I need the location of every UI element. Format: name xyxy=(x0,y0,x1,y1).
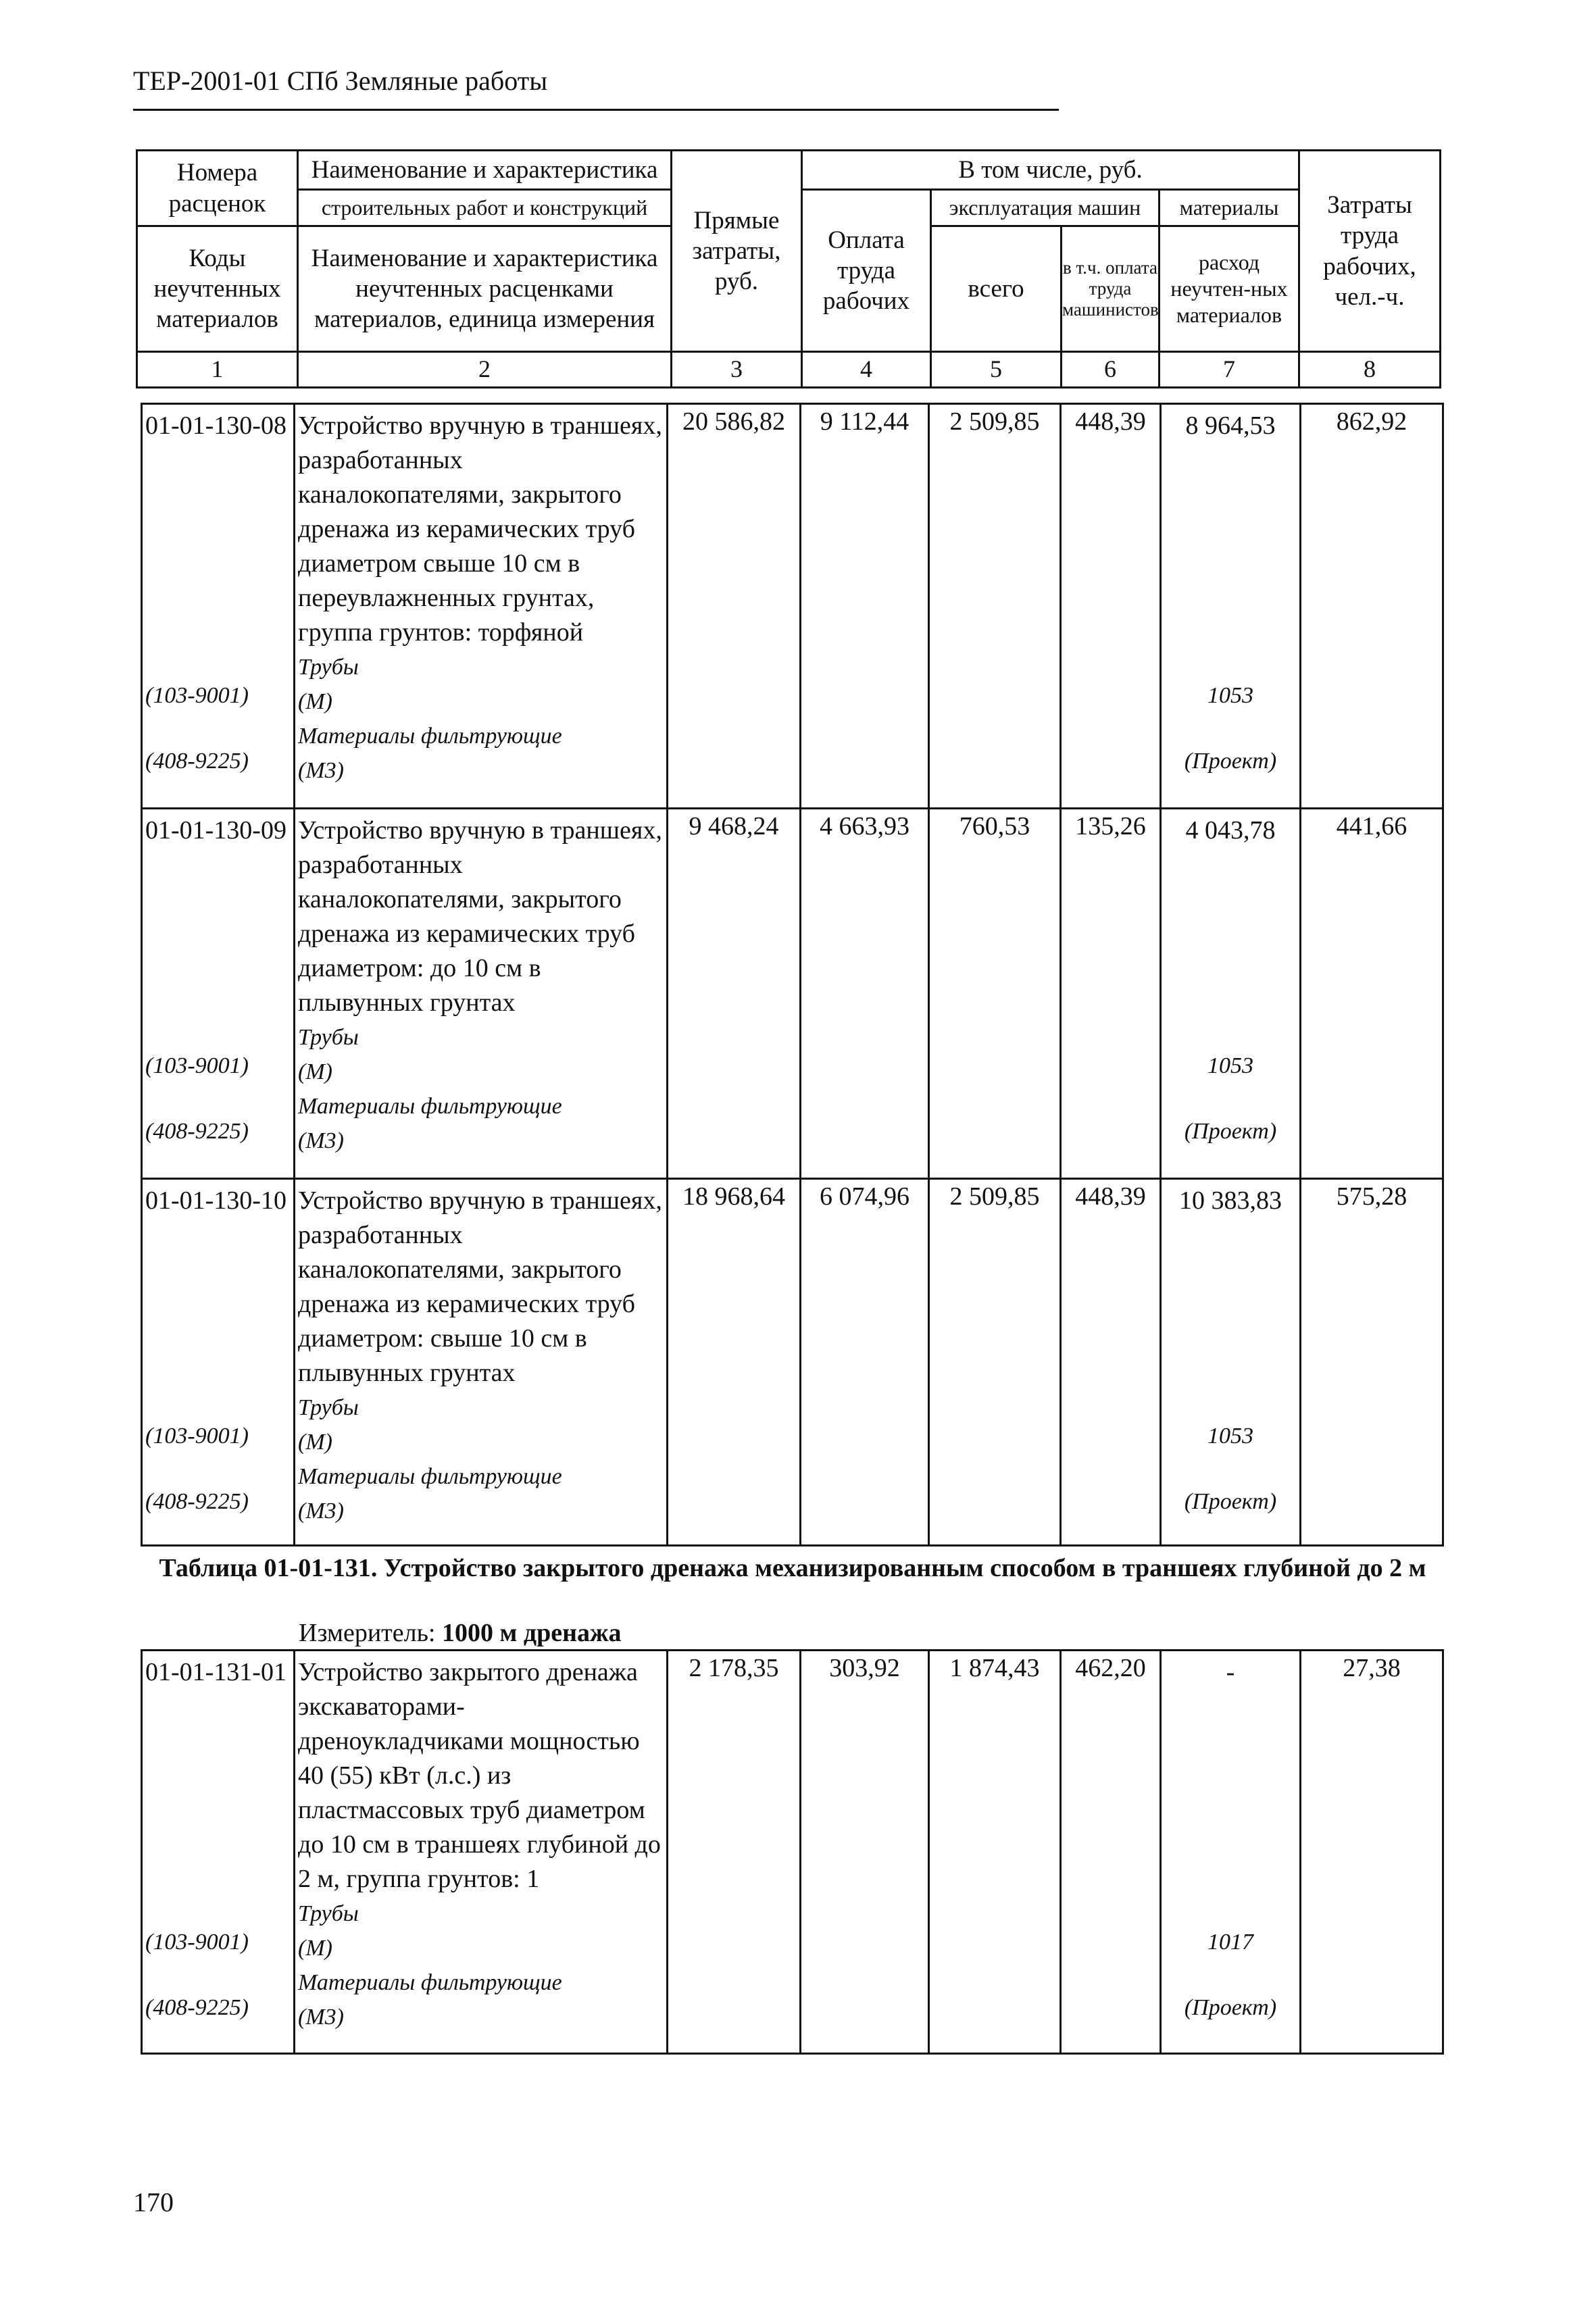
rate-code-cell xyxy=(142,1179,295,1546)
header-number-1: 1 xyxy=(137,352,298,388)
header-number-5: 5 xyxy=(931,352,1062,388)
material-unit: (М) xyxy=(298,1430,332,1455)
table-row xyxy=(142,404,1443,809)
table-row xyxy=(142,1179,1443,1546)
table-row xyxy=(142,1651,1443,2054)
direct-cost: 9 468,24 xyxy=(668,809,801,1179)
header-labor-pay: Оплата труда рабочих xyxy=(802,190,931,352)
material-consumption: (Проект) xyxy=(1184,749,1277,774)
machinists-pay: 448,39 xyxy=(1061,404,1161,809)
material-unit: (М) xyxy=(298,689,332,714)
labor-pay: 303,92 xyxy=(801,1651,929,2054)
machines-total: 2 509,85 xyxy=(929,404,1061,809)
rate-description-cell xyxy=(295,404,668,809)
measure-line xyxy=(299,1618,622,1648)
labor-hours: 27,38 xyxy=(1301,1651,1443,2054)
material-consumption: 1053 xyxy=(1207,683,1253,708)
rates-table-130 xyxy=(141,403,1444,1546)
rate-code: 01-01-130-10 xyxy=(145,1186,286,1215)
rate-code-cell xyxy=(142,1651,295,2054)
material-unit: (М3) xyxy=(298,1128,344,1153)
machinists-pay: 135,26 xyxy=(1061,809,1161,1179)
labor-pay: 9 112,44 xyxy=(801,404,929,809)
rate-description: Устройство вручную в траншеях, разработанных каналокопателями, закрытого дренажа из керамических труб диаметром свыше 10 см в переувлажненных грунтах, группа грунтов: торфяной xyxy=(298,411,662,647)
material-name: Трубы xyxy=(298,1025,359,1050)
material-name: Трубы xyxy=(298,1901,359,1926)
material-code: (103-9001) xyxy=(145,1053,249,1078)
header-number-3: 3 xyxy=(672,352,802,388)
direct-cost: 2 178,35 xyxy=(668,1651,801,2054)
rate-description-cell xyxy=(295,809,668,1179)
header-col2-bottom: Наименование и характеристика неучтенных расценками материалов, единица измерения xyxy=(298,226,672,352)
material-code: (103-9001) xyxy=(145,683,249,708)
header-labor-hours: Затраты труда рабочих, чел.-ч. xyxy=(1299,151,1441,352)
header-number-7: 7 xyxy=(1159,352,1299,388)
labor-hours: 441,66 xyxy=(1301,809,1443,1179)
materials-cell xyxy=(1161,404,1301,809)
header-materials-consumption: расход неучтен-ных материалов xyxy=(1159,226,1299,352)
measure-value: 1000 м дренажа xyxy=(442,1619,622,1647)
material-consumption: (Проект) xyxy=(1184,1119,1277,1144)
labor-pay: 6 074,96 xyxy=(801,1179,929,1546)
header-number-8: 8 xyxy=(1299,352,1441,388)
column-header-table xyxy=(136,149,1441,388)
material-code: (103-9001) xyxy=(145,1930,249,1955)
header-in-total: В том числе, руб. xyxy=(802,151,1299,190)
header-machinists-pay: в т.ч. оплата труда машинистов xyxy=(1062,226,1159,352)
materials-cost: 8 964,53 xyxy=(1185,411,1276,440)
header-number-2: 2 xyxy=(298,352,672,388)
materials-cell xyxy=(1161,809,1301,1179)
machines-total: 760,53 xyxy=(929,809,1061,1179)
machines-total: 1 874,43 xyxy=(929,1651,1061,2054)
rate-description: Устройство вручную в траншеях, разработанных каналокопателями, закрытого дренажа из керамических труб диаметром: до 10 см в плывунных грунтах xyxy=(298,816,662,1017)
header-col2-top: Наименование и характеристика xyxy=(298,151,672,190)
material-name: Материалы фильтрующие xyxy=(298,1464,562,1489)
material-name: Трубы xyxy=(298,655,359,680)
rate-code-cell xyxy=(142,404,295,809)
machinists-pay: 448,39 xyxy=(1061,1179,1161,1546)
materials-cost: 4 043,78 xyxy=(1185,816,1276,845)
material-consumption: 1053 xyxy=(1207,1053,1253,1078)
header-col1-bottom: Коды неучтенных материалов xyxy=(137,226,298,352)
material-name: Трубы xyxy=(298,1395,359,1420)
material-code: (408-9225) xyxy=(145,749,249,774)
rate-code: 01-01-130-08 xyxy=(145,411,286,440)
material-name: Материалы фильтрующие xyxy=(298,1970,562,1995)
header-col1-top: Номера расценок xyxy=(137,151,298,226)
table-row xyxy=(142,809,1443,1179)
materials-cell xyxy=(1161,1651,1301,2054)
direct-cost: 18 968,64 xyxy=(668,1179,801,1546)
rates-table-131 xyxy=(141,1649,1444,2055)
page-number: 170 xyxy=(133,2187,174,2217)
rate-code: 01-01-131-01 xyxy=(145,1658,286,1686)
materials-cell xyxy=(1161,1179,1301,1546)
labor-hours: 862,92 xyxy=(1301,404,1443,809)
material-unit: (М3) xyxy=(298,1499,344,1524)
machinists-pay: 462,20 xyxy=(1061,1651,1161,2054)
material-consumption: (Проект) xyxy=(1184,1489,1277,1514)
labor-hours: 575,28 xyxy=(1301,1179,1443,1546)
rate-code: 01-01-130-09 xyxy=(145,816,286,845)
material-unit: (М) xyxy=(298,1936,332,1961)
rate-description: Устройство закрытого дренажа экскаваторами-дреноукладчиками мощностью 40 (55) кВт (л.с.) из пластмассовых труб диаметром до 10 см в траншеях глубиной до 2 м, группа грунтов: 1 xyxy=(298,1658,661,1893)
header-col2-top-sub: строительных работ и конструкций xyxy=(298,190,672,226)
material-unit: (М) xyxy=(298,1059,332,1084)
header-direct-costs: Прямые затраты, руб. xyxy=(672,151,802,352)
rate-description-cell xyxy=(295,1179,668,1546)
rate-code-cell xyxy=(142,809,295,1179)
material-code: (408-9225) xyxy=(145,1119,249,1144)
material-consumption: 1017 xyxy=(1207,1930,1253,1955)
material-consumption: (Проект) xyxy=(1184,1995,1277,2020)
material-code: (103-9001) xyxy=(145,1424,249,1449)
header-number-6: 6 xyxy=(1062,352,1159,388)
direct-cost: 20 586,82 xyxy=(668,404,801,809)
material-code: (408-9225) xyxy=(145,1995,249,2020)
material-unit: (М3) xyxy=(298,758,344,783)
rate-description-cell xyxy=(295,1651,668,2054)
materials-cost: 10 383,83 xyxy=(1179,1186,1282,1215)
document-title: ТЕР-2001-01 СПб Земляные работы xyxy=(133,66,548,96)
material-consumption: 1053 xyxy=(1207,1424,1253,1449)
title-underline xyxy=(133,109,1059,111)
machines-total: 2 509,85 xyxy=(929,1179,1061,1546)
materials-cost: - xyxy=(1226,1658,1235,1686)
rate-description: Устройство вручную в траншеях, разработанных каналокопателями, закрытого дренажа из керамических труб диаметром: свыше 10 см в плывунных грунтах xyxy=(298,1186,662,1387)
header-materials: материалы xyxy=(1159,190,1299,226)
material-unit: (М3) xyxy=(298,2005,344,2030)
material-code: (408-9225) xyxy=(145,1489,249,1514)
header-machines: эксплуатация машин xyxy=(931,190,1159,226)
labor-pay: 4 663,93 xyxy=(801,809,929,1179)
header-number-4: 4 xyxy=(802,352,931,388)
measure-label: Измеритель: xyxy=(299,1619,436,1647)
material-name: Материалы фильтрующие xyxy=(298,724,562,749)
table-caption: Таблица 01-01-131. Устройство закрытого дренажа механизированным способом в траншеях глубиной до 2 м xyxy=(159,1554,1426,1582)
material-name: Материалы фильтрующие xyxy=(298,1094,562,1119)
header-machines-total: всего xyxy=(931,226,1062,352)
